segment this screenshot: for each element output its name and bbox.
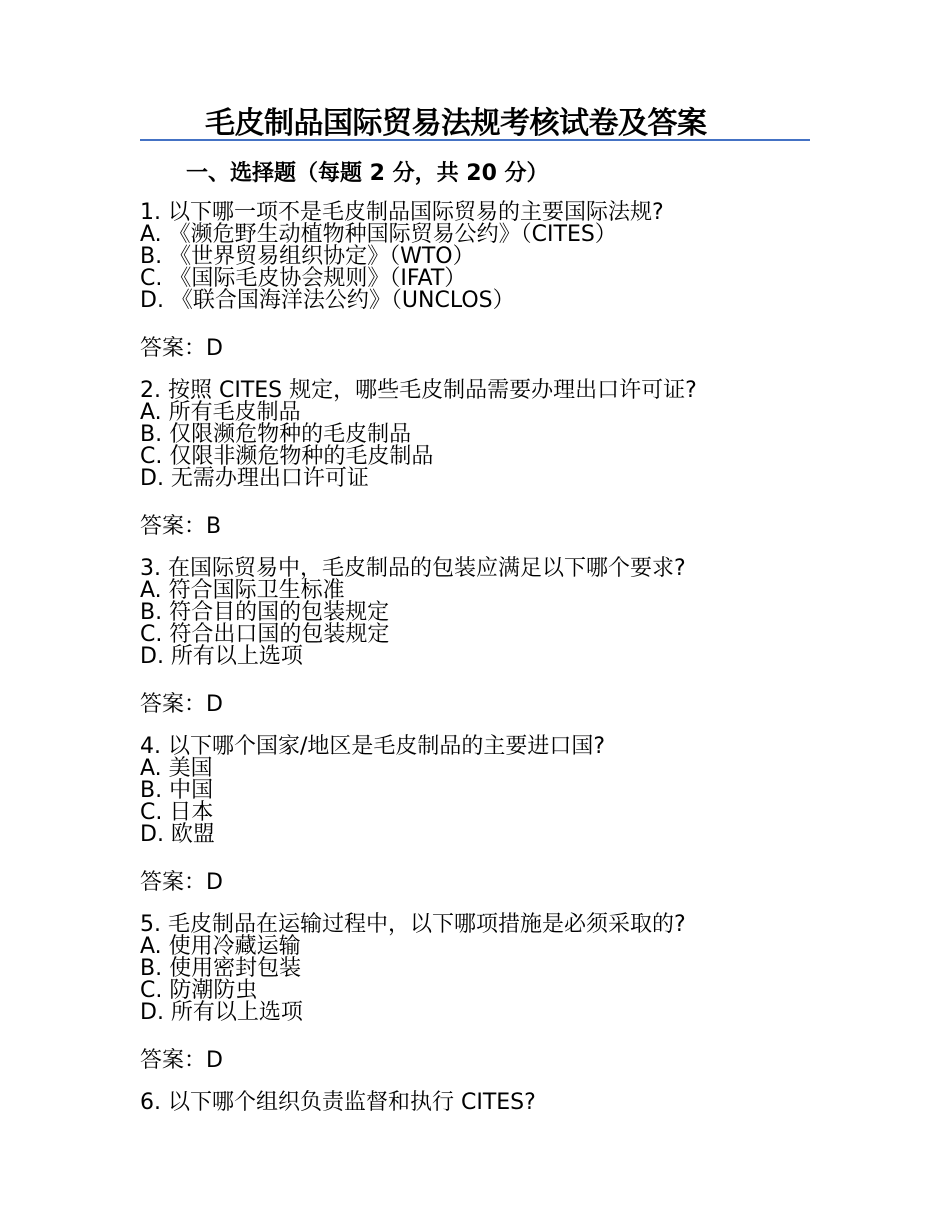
- question-item: [140, 202, 820, 366]
- option-d: D. 《联合国海洋法公约》（UNCLOS）: [140, 288, 515, 313]
- question-item: [140, 1092, 820, 1114]
- question-text: 5. 毛皮制品在运输过程中，以下哪项措施是必须采取的?: [140, 912, 686, 937]
- question-text: 6. 以下哪个组织负责监督和执行 CITES?: [140, 1090, 536, 1115]
- option-a: A. 所有毛皮制品: [140, 400, 301, 425]
- option-b: B. 符合目的国的包装规定: [140, 600, 390, 625]
- question-item: [140, 380, 820, 544]
- option-c: C. 防潮防虫: [140, 978, 258, 1003]
- option-list: [140, 580, 820, 668]
- title-underline: [140, 139, 810, 141]
- option-list: [140, 402, 820, 490]
- answer-text: 答案：B: [140, 514, 222, 539]
- question-text: 1. 以下哪一项不是毛皮制品国际贸易的主要国际法规?: [140, 200, 664, 225]
- option-d: D. 欧盟: [140, 822, 215, 847]
- answer-text: 答案：D: [140, 692, 223, 717]
- option-a: A. 《濒危野生动植物种国际贸易公约》（CITES）: [140, 222, 617, 247]
- section-heading: 一、选择题（每题 2 分，共 20 分）: [186, 161, 549, 186]
- option-c: C. 仅限非濒危物种的毛皮制品: [140, 444, 434, 469]
- document-title: 毛皮制品国际贸易法规考核试卷及答案: [205, 106, 707, 141]
- option-b: B. 中国: [140, 778, 214, 803]
- option-b: B. 使用密封包装: [140, 956, 302, 981]
- question-list: [140, 202, 820, 1114]
- option-d: D. 无需办理出口许可证: [140, 466, 369, 491]
- option-c: C. 日本: [140, 800, 214, 825]
- answer-text: 答案：D: [140, 1048, 223, 1073]
- answer-text: 答案：D: [140, 870, 223, 895]
- question-item: [140, 914, 820, 1078]
- option-c: C. 《国际毛皮协会规则》（IFAT）: [140, 266, 467, 291]
- option-d: D. 所有以上选项: [140, 1000, 303, 1025]
- option-list: [140, 936, 820, 1024]
- question-text: 3. 在国际贸易中，毛皮制品的包装应满足以下哪个要求?: [140, 556, 686, 581]
- answer-text: 答案：D: [140, 336, 223, 361]
- option-a: A. 使用冷藏运输: [140, 934, 301, 959]
- question-item: [140, 558, 820, 722]
- option-list: [140, 758, 820, 846]
- question-text: 2. 按照 CITES 规定，哪些毛皮制品需要办理出口许可证?: [140, 378, 697, 403]
- option-d: D. 所有以上选项: [140, 644, 303, 669]
- option-c: C. 符合出口国的包装规定: [140, 622, 390, 647]
- question-text: 4. 以下哪个国家/地区是毛皮制品的主要进口国?: [140, 734, 606, 759]
- option-a: A. 美国: [140, 756, 213, 781]
- option-a: A. 符合国际卫生标准: [140, 578, 345, 603]
- option-b: B. 仅限濒危物种的毛皮制品: [140, 422, 412, 447]
- option-b: B. 《世界贸易组织协定》（WTO）: [140, 244, 475, 269]
- option-list: [140, 224, 820, 312]
- question-item: [140, 736, 820, 900]
